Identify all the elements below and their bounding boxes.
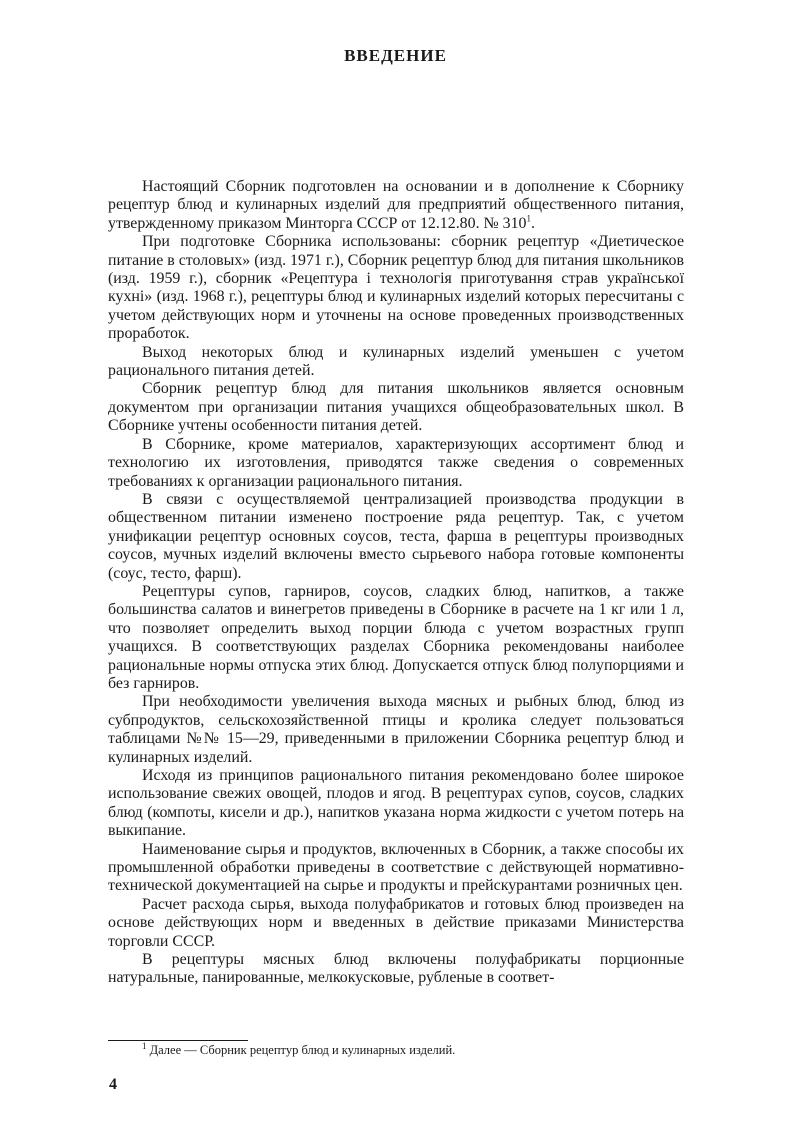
- footnote: [142, 1040, 702, 1058]
- paragraph-2: При подготовке Сборника использованы: сборник рецептур «Диетическое питание в столовых» (изд. 1971 г.), Сборник рецептур блюд для питания школьников (изд. 1959 г.), сборник «Рецептура і технологія приготування страв української кухні» (изд. 1968 г.), рецептуры блюд и кулинарных изделий которых пересчитаны с учетом действующих норм и уточнены на основе проведенных производственных проработок.: [108, 233, 684, 343]
- footnote-text: Далее — Сборник рецептур блюд и кулинарных изделий.: [149, 1043, 456, 1057]
- paragraph-6: В связи с осуществляемой централизацией производства продукции в общественном питании изменено построение ряда рецептур. Так, с учетом унификации рецептур основных соусов, теста, фарша в рецептуры производных соусов, мучных изделий включены вместо сырьевого набора готовые компоненты (соус, тесто, фарш).: [108, 490, 684, 582]
- page-title: ВВЕДЕНИЕ: [344, 46, 447, 65]
- footnote-marker: 1: [142, 1040, 147, 1051]
- paragraph-7: Рецептуры супов, гарниров, соусов, сладких блюд, напитков, а также большинства салатов и винегретов приведены в Сборнике в расчете на 1 кг или 1 л, что позволяет определить выход порции блюда с учетом возрастных групп учащихся. В соответствующих разделах Сборника рекомендованы наиболее рациональные нормы отпуска этих блюд. Допускается отпуск блюд полупорциями и без гарниров.: [108, 582, 684, 692]
- body-text: [108, 178, 684, 988]
- paragraph-9: Исходя из принципов рационального питания рекомендовано более широкое использование свежих овощей, плодов и ягод. В рецептурах супов, соусов, сладких блюд (компоты, кисели и др.), напитков указана норма жидкости с учетом потерь на выкипание.: [108, 767, 684, 840]
- paragraph-1-text: Настоящий Сборник подготовлен на основании и в дополнение к Сборнику рецептур блюд и кулинарных изделий для предприятий общественного питания, утвержденному приказом Минторга СССР от 12.12.80. № 310: [108, 178, 684, 232]
- paragraph-4: Сборник рецептур блюд для питания школьников является основным документом при организации питания учащихся общеобразовательных школ. В Сборнике учтены особенности питания детей.: [108, 380, 684, 435]
- paragraph-5: В Сборнике, кроме материалов, характеризующих ассортимент блюд и технологию их изготовления, приводятся также сведения о современных требованиях к организации рационального питания.: [108, 435, 684, 490]
- footnote-ref: 1: [526, 213, 531, 224]
- paragraph-12: В рецептуры мясных блюд включены полуфабрикаты порционные натуральные, панированные, мелкокусковые, рубленые в соответ-: [108, 951, 684, 987]
- paragraph-10: Наименование сырья и продуктов, включенных в Сборник, а также способы их промышленной обработки приведены в соответствие с действующей нормативно-технической документацией на сырье и продукты и прейскурантами розничных цен.: [108, 840, 684, 895]
- paragraph-1: Настоящий Сборник подготовлен на основании и в дополнение к Сборнику рецептур блюд и кулинарных изделий для предприятий общественного питания, утвержденному приказом Минторга СССР от 12.12.80. № $310^1$.: [108, 178, 684, 232]
- footnote-divider: [108, 1040, 248, 1041]
- paragraph-11: Расчет расхода сырья, выхода полуфабрикатов и готовых блюд произведен на основе действующих норм и введенных в действие приказами Министерства торговли СССР.: [108, 895, 684, 950]
- paragraph-3: Выход некоторых блюд и кулинарных изделий уменьшен с учетом рационального питания детей.: [108, 343, 684, 380]
- paragraph-8: При необходимости увеличения выхода мясных и рыбных блюд, блюд из субпродуктов, сельскохозяйственной птицы и кролика следует пользоваться таблицами №№ 15—29, приведенными в приложении Сборника рецептур блюд и кулинарных изделий.: [108, 693, 684, 766]
- page-number: 4: [109, 1076, 117, 1093]
